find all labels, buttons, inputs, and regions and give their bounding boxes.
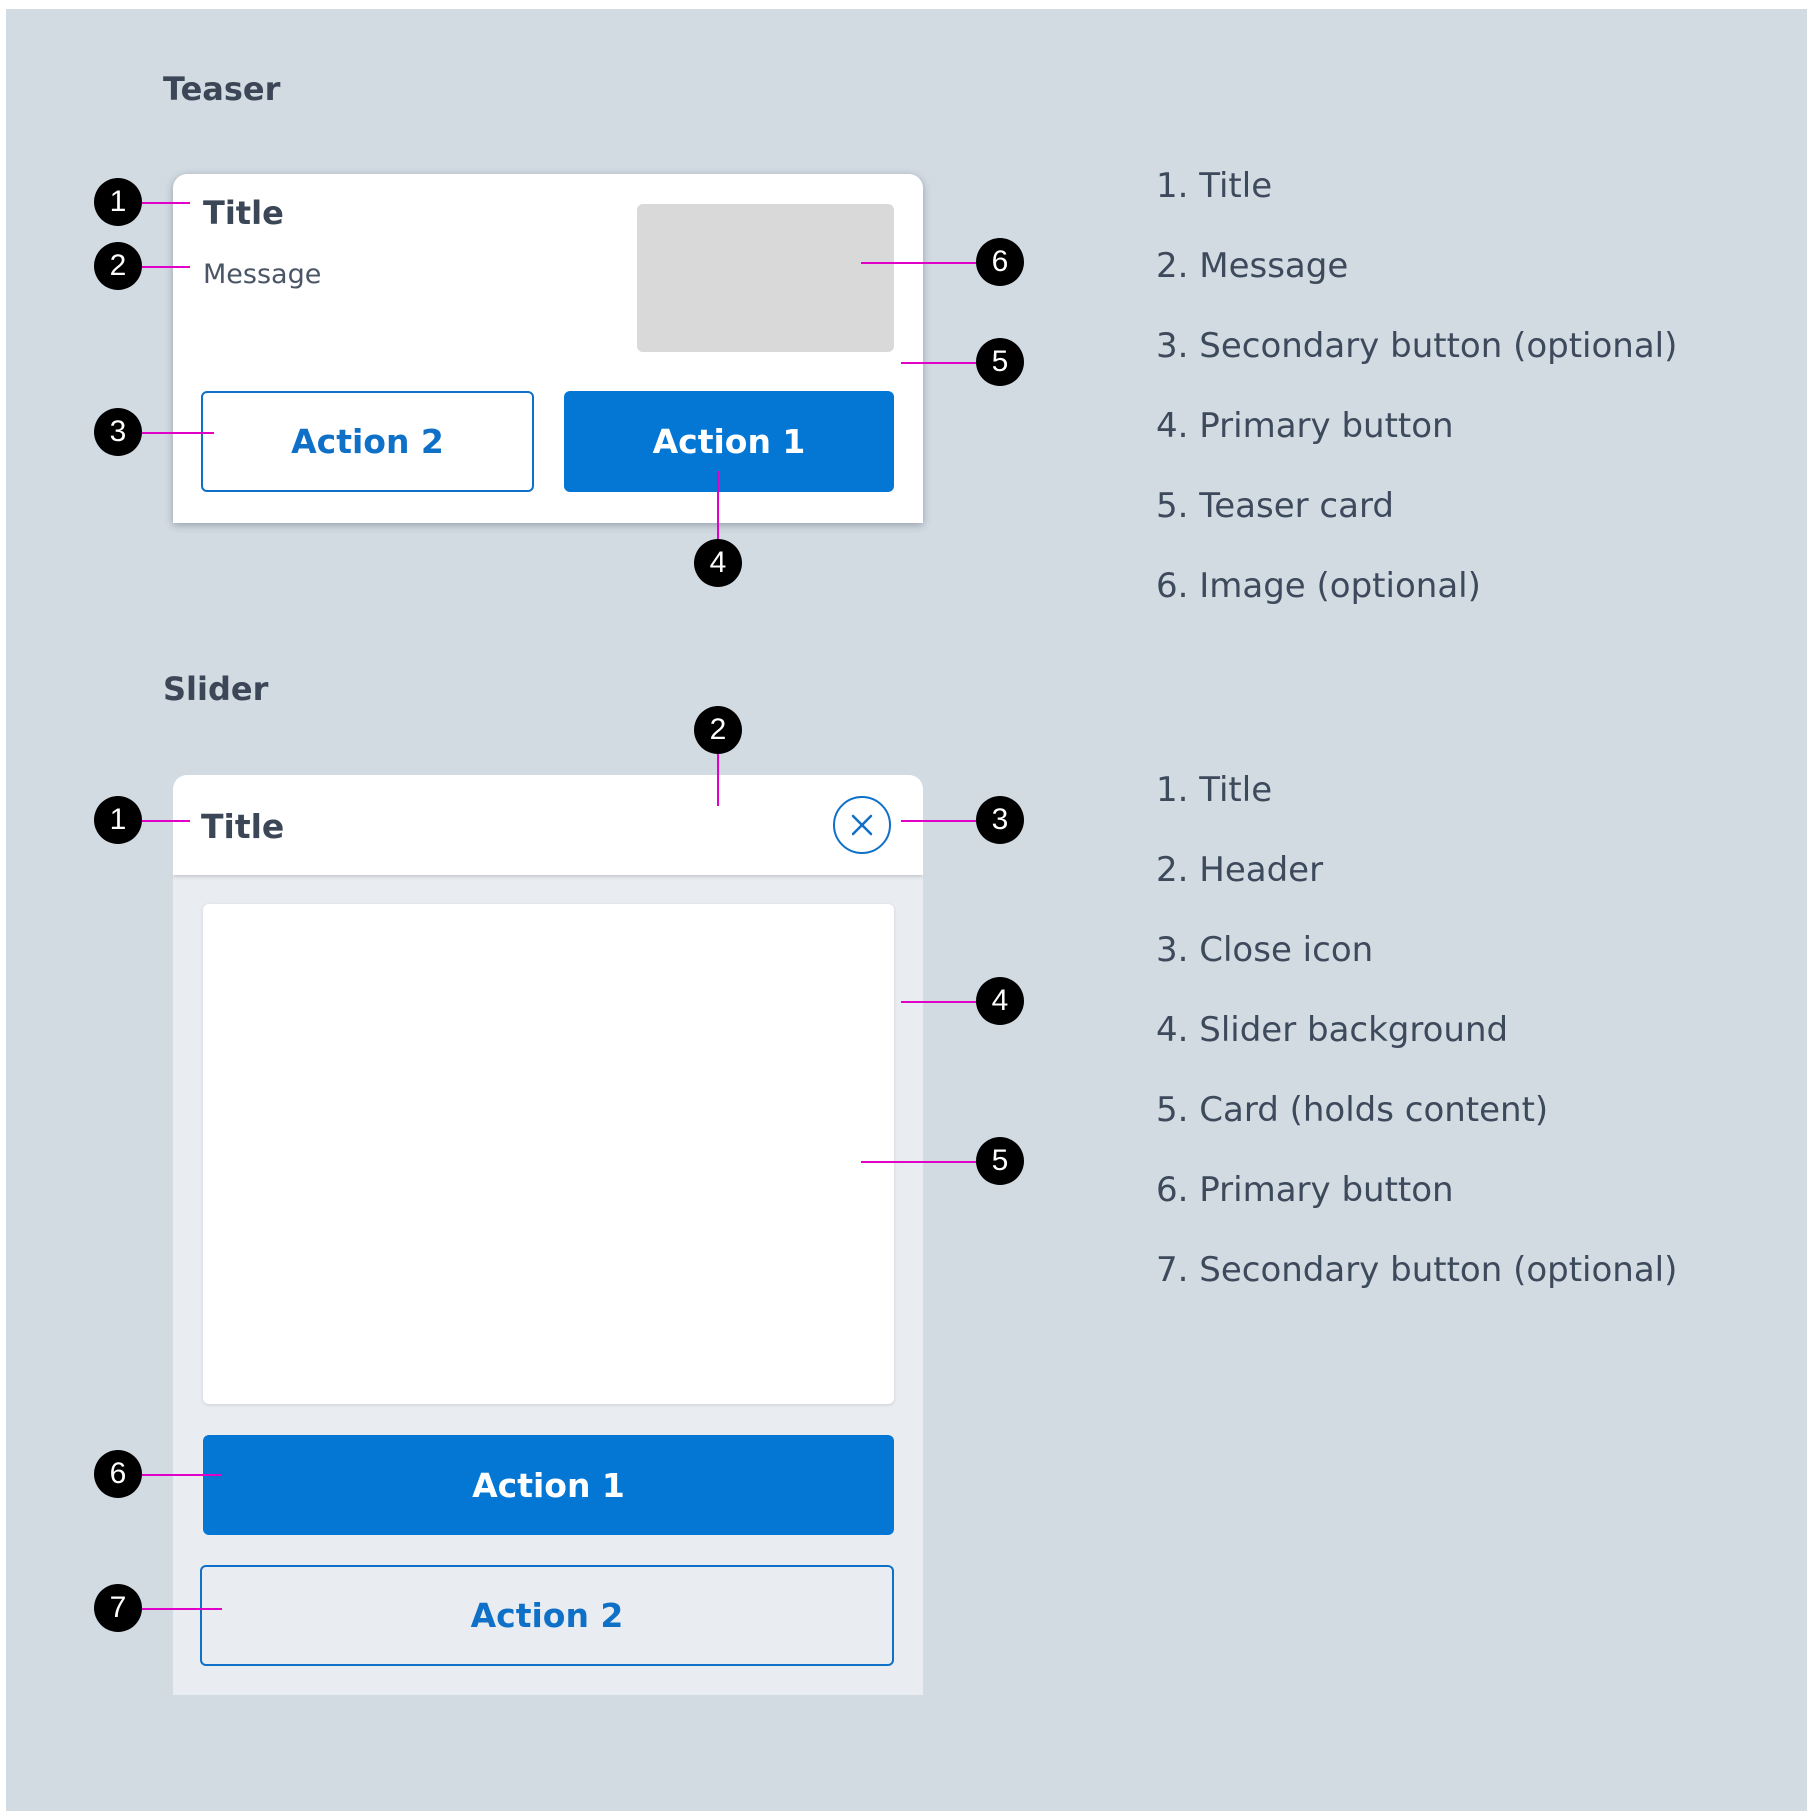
- slider-secondary-button[interactable]: Action 2: [200, 1565, 894, 1666]
- teaser-marker-6: 6: [976, 238, 1024, 286]
- teaser-leader-5: [901, 362, 981, 364]
- slider-leader-3: [901, 820, 981, 822]
- teaser-legend-item-6: 6. Image (optional): [1156, 566, 1481, 606]
- teaser-marker-4: 4: [694, 539, 742, 587]
- slider-marker-1: 1: [94, 796, 142, 844]
- slider-legend-item-1: 1. Title: [1156, 770, 1273, 810]
- slider-legend-item-6: 6. Primary button: [1156, 1170, 1454, 1210]
- slider-leader-7: [142, 1608, 222, 1610]
- slider-marker-7: 7: [94, 1584, 142, 1632]
- slider-legend-item-5: 5. Card (holds content): [1156, 1090, 1549, 1130]
- slider-title: Title: [201, 807, 285, 846]
- teaser-secondary-button[interactable]: Action 2: [201, 391, 534, 492]
- teaser-legend-item-5: 5. Teaser card: [1156, 486, 1394, 526]
- slider-content-card: [203, 904, 894, 1404]
- slider-panel: [173, 775, 923, 1695]
- slider-legend-item-2: 2. Header: [1156, 850, 1324, 890]
- teaser-title: Title: [203, 194, 284, 232]
- teaser-legend-item-1: 1. Title: [1156, 166, 1273, 206]
- teaser-leader-3: [142, 432, 214, 434]
- slider-marker-4: 4: [976, 977, 1024, 1025]
- teaser-leader-2: [142, 266, 190, 268]
- slider-primary-button[interactable]: Action 1: [203, 1435, 894, 1535]
- teaser-leader-4: [717, 471, 719, 543]
- slider-leader-4: [901, 1001, 981, 1003]
- teaser-marker-3: 3: [94, 408, 142, 456]
- slider-legend-item-4: 4. Slider background: [1156, 1010, 1509, 1050]
- teaser-message: Message: [203, 259, 322, 290]
- slider-leader-2: [717, 754, 719, 806]
- slider-close-button[interactable]: [833, 796, 891, 854]
- teaser-leader-1: [142, 202, 190, 204]
- slider-header: [173, 775, 923, 875]
- teaser-primary-button[interactable]: Action 1: [564, 391, 894, 492]
- teaser-legend-item-3: 3. Secondary button (optional): [1156, 326, 1678, 366]
- teaser-image-placeholder: [637, 204, 894, 352]
- slider-marker-5: 5: [976, 1137, 1024, 1185]
- slider-legend-item-7: 7. Secondary button (optional): [1156, 1250, 1678, 1290]
- slider-marker-6: 6: [94, 1450, 142, 1498]
- teaser-section-title: Teaser: [163, 70, 281, 108]
- teaser-leader-6: [861, 262, 981, 264]
- teaser-legend-item-2: 2. Message: [1156, 246, 1349, 286]
- slider-marker-2: 2: [694, 706, 742, 754]
- teaser-card: [173, 174, 923, 523]
- slider-section-title: Slider: [163, 670, 269, 708]
- slider-legend-item-3: 3. Close icon: [1156, 930, 1374, 970]
- slider-leader-6: [142, 1474, 222, 1476]
- teaser-marker-1: 1: [94, 178, 142, 226]
- teaser-legend-item-4: 4. Primary button: [1156, 406, 1454, 446]
- slider-marker-3: 3: [976, 796, 1024, 844]
- teaser-marker-2: 2: [94, 242, 142, 290]
- slider-leader-5: [861, 1161, 981, 1163]
- slider-leader-1: [142, 820, 190, 822]
- teaser-marker-5: 5: [976, 338, 1024, 386]
- diagram-background: [6, 9, 1807, 1811]
- close-icon: [848, 811, 876, 839]
